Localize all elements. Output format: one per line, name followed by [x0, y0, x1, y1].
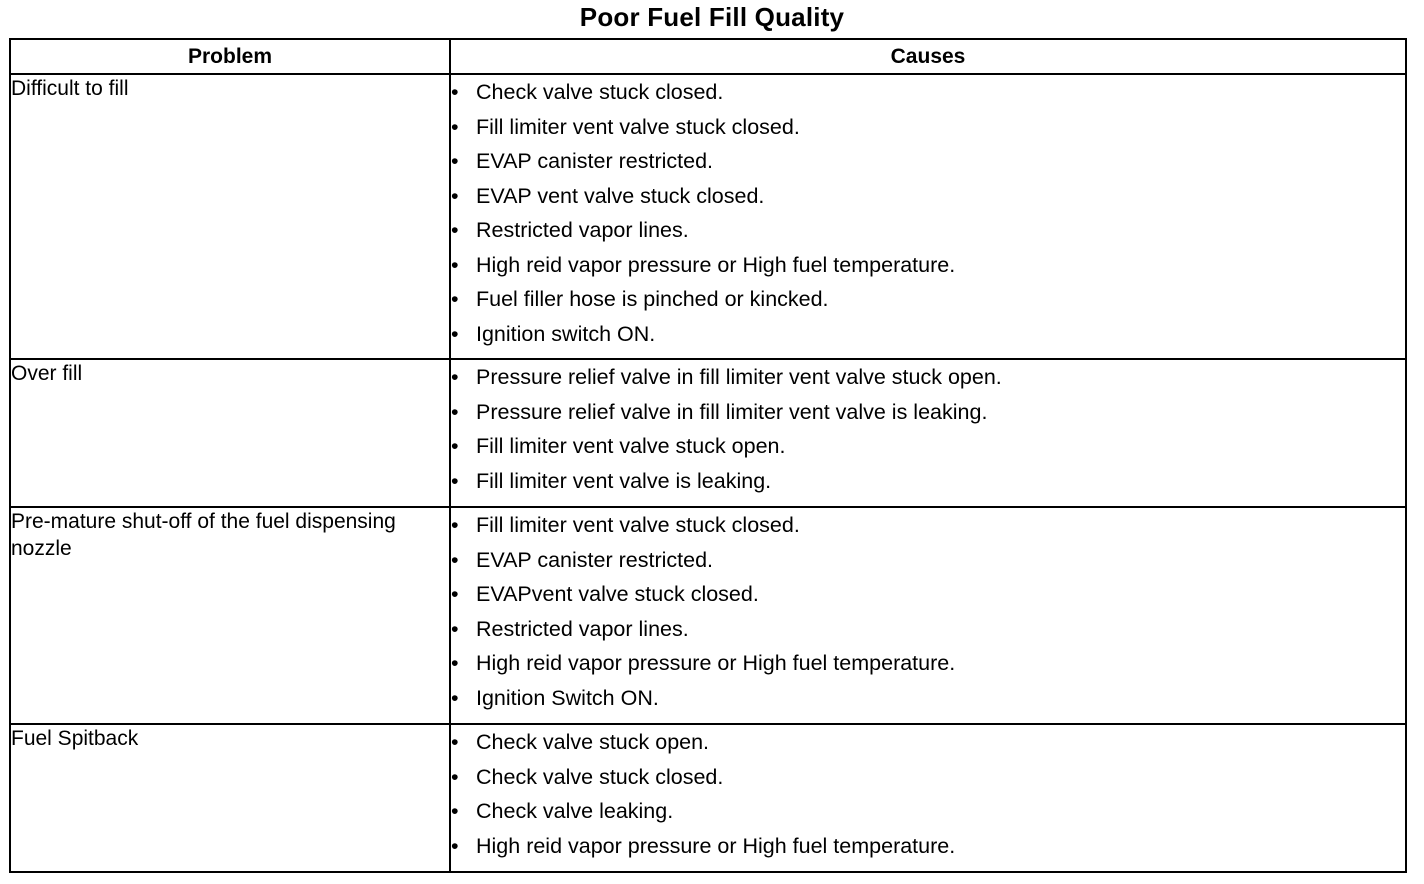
cause-text: Restricted vapor lines.: [476, 616, 689, 641]
cause-item: [451, 429, 1405, 464]
cause-text: Fill limiter vent valve stuck open.: [476, 434, 786, 458]
cause-item: [451, 75, 1405, 110]
problem-cell: Over fill: [10, 359, 450, 507]
cause-item: [451, 179, 1405, 214]
cause-text: High reid vapor pressure or High fuel temperature.: [476, 833, 956, 858]
cause-text: EVAP canister restricted.: [476, 149, 713, 173]
cause-text: Check valve stuck closed.: [476, 80, 724, 104]
problem-cell: Difficult to fill: [10, 74, 450, 359]
bullet-icon: •: [451, 321, 459, 346]
cause-item: [451, 317, 1405, 352]
table-row: [10, 507, 1406, 724]
cause-item: [451, 144, 1405, 179]
cause-item: [451, 829, 1405, 864]
cause-item: [451, 725, 1405, 760]
bullet-icon: •: [451, 685, 459, 710]
cause-text: High reid vapor pressure or High fuel temperature.: [476, 252, 956, 277]
cause-text: EVAP vent valve stuck closed.: [476, 183, 765, 208]
bullet-icon: •: [451, 468, 459, 493]
cause-text: Check valve stuck open.: [476, 730, 710, 754]
header-problem: Problem: [10, 39, 450, 74]
table-row: [10, 359, 1406, 507]
cause-text: Fuel filler hose is pinched or kincked.: [476, 287, 829, 311]
bullet-icon: •: [451, 399, 459, 424]
bullet-icon: •: [451, 218, 459, 242]
cause-text: Check valve stuck closed.: [476, 764, 724, 789]
causes-cell: [450, 724, 1406, 872]
cause-text: Fill limiter vent valve is leaking.: [476, 468, 772, 493]
cause-item: [451, 760, 1405, 795]
bullet-icon: •: [451, 582, 459, 606]
cause-item: [451, 360, 1405, 395]
causes-cell: [450, 507, 1406, 724]
bullet-icon: •: [451, 80, 459, 104]
cause-item: [451, 681, 1405, 716]
bullet-icon: •: [451, 183, 459, 208]
bullet-icon: •: [451, 365, 459, 389]
cause-text: High reid vapor pressure or High fuel temperature.: [476, 651, 956, 675]
bullet-icon: •: [451, 114, 459, 139]
page-title: Poor Fuel Fill Quality: [579, 2, 845, 32]
table-header-row: [10, 39, 1406, 74]
problem-cell: Fuel Spitback: [10, 724, 450, 872]
cause-list: [451, 508, 1405, 715]
cause-text: Pressure relief valve in fill limiter vent valve stuck open.: [476, 365, 1002, 389]
cause-text: EVAPvent valve stuck closed.: [476, 582, 759, 606]
bullet-icon: •: [451, 149, 459, 173]
cause-item: [451, 612, 1405, 647]
bullet-icon: •: [451, 513, 459, 537]
cause-item: [451, 282, 1405, 317]
cause-item: [451, 543, 1405, 578]
bullet-icon: •: [451, 764, 459, 789]
cause-text: Restricted vapor lines.: [476, 218, 689, 242]
table-row: [10, 74, 1406, 359]
cause-item: [451, 395, 1405, 430]
table-row: [10, 724, 1406, 872]
bullet-icon: •: [451, 287, 459, 311]
cause-list: [451, 725, 1405, 863]
cause-item: [451, 508, 1405, 543]
cause-text: Check valve leaking.: [476, 799, 674, 823]
bullet-icon: •: [451, 616, 459, 641]
cause-item: [451, 577, 1405, 612]
bullet-icon: •: [451, 252, 459, 277]
cause-item: [451, 213, 1405, 248]
cause-item: [451, 646, 1405, 681]
bullet-icon: •: [451, 434, 459, 458]
cause-text: EVAP canister restricted.: [476, 547, 713, 572]
cause-list: [451, 75, 1405, 351]
fuel-fill-table: [9, 38, 1407, 873]
causes-cell: [450, 74, 1406, 359]
cause-text: Ignition switch ON.: [476, 321, 656, 346]
cause-item: [451, 794, 1405, 829]
bullet-icon: •: [451, 730, 459, 754]
cause-text: Pressure relief valve in fill limiter vent valve is leaking.: [476, 399, 988, 424]
cause-text: Fill limiter vent valve stuck closed.: [476, 114, 800, 139]
cause-item: [451, 248, 1405, 283]
cause-text: Ignition Switch ON.: [476, 685, 659, 710]
header-causes: Causes: [450, 39, 1406, 74]
cause-list: [451, 360, 1405, 498]
causes-cell: [450, 359, 1406, 507]
bullet-icon: •: [451, 833, 459, 858]
cause-item: [451, 110, 1405, 145]
cause-item: [451, 464, 1405, 499]
problem-cell: Pre-mature shut-off of the fuel dispensing nozzle: [10, 507, 450, 724]
bullet-icon: •: [451, 547, 459, 572]
cause-text: Fill limiter vent valve stuck closed.: [476, 513, 800, 537]
bullet-icon: •: [451, 799, 459, 823]
bullet-icon: •: [451, 651, 459, 675]
